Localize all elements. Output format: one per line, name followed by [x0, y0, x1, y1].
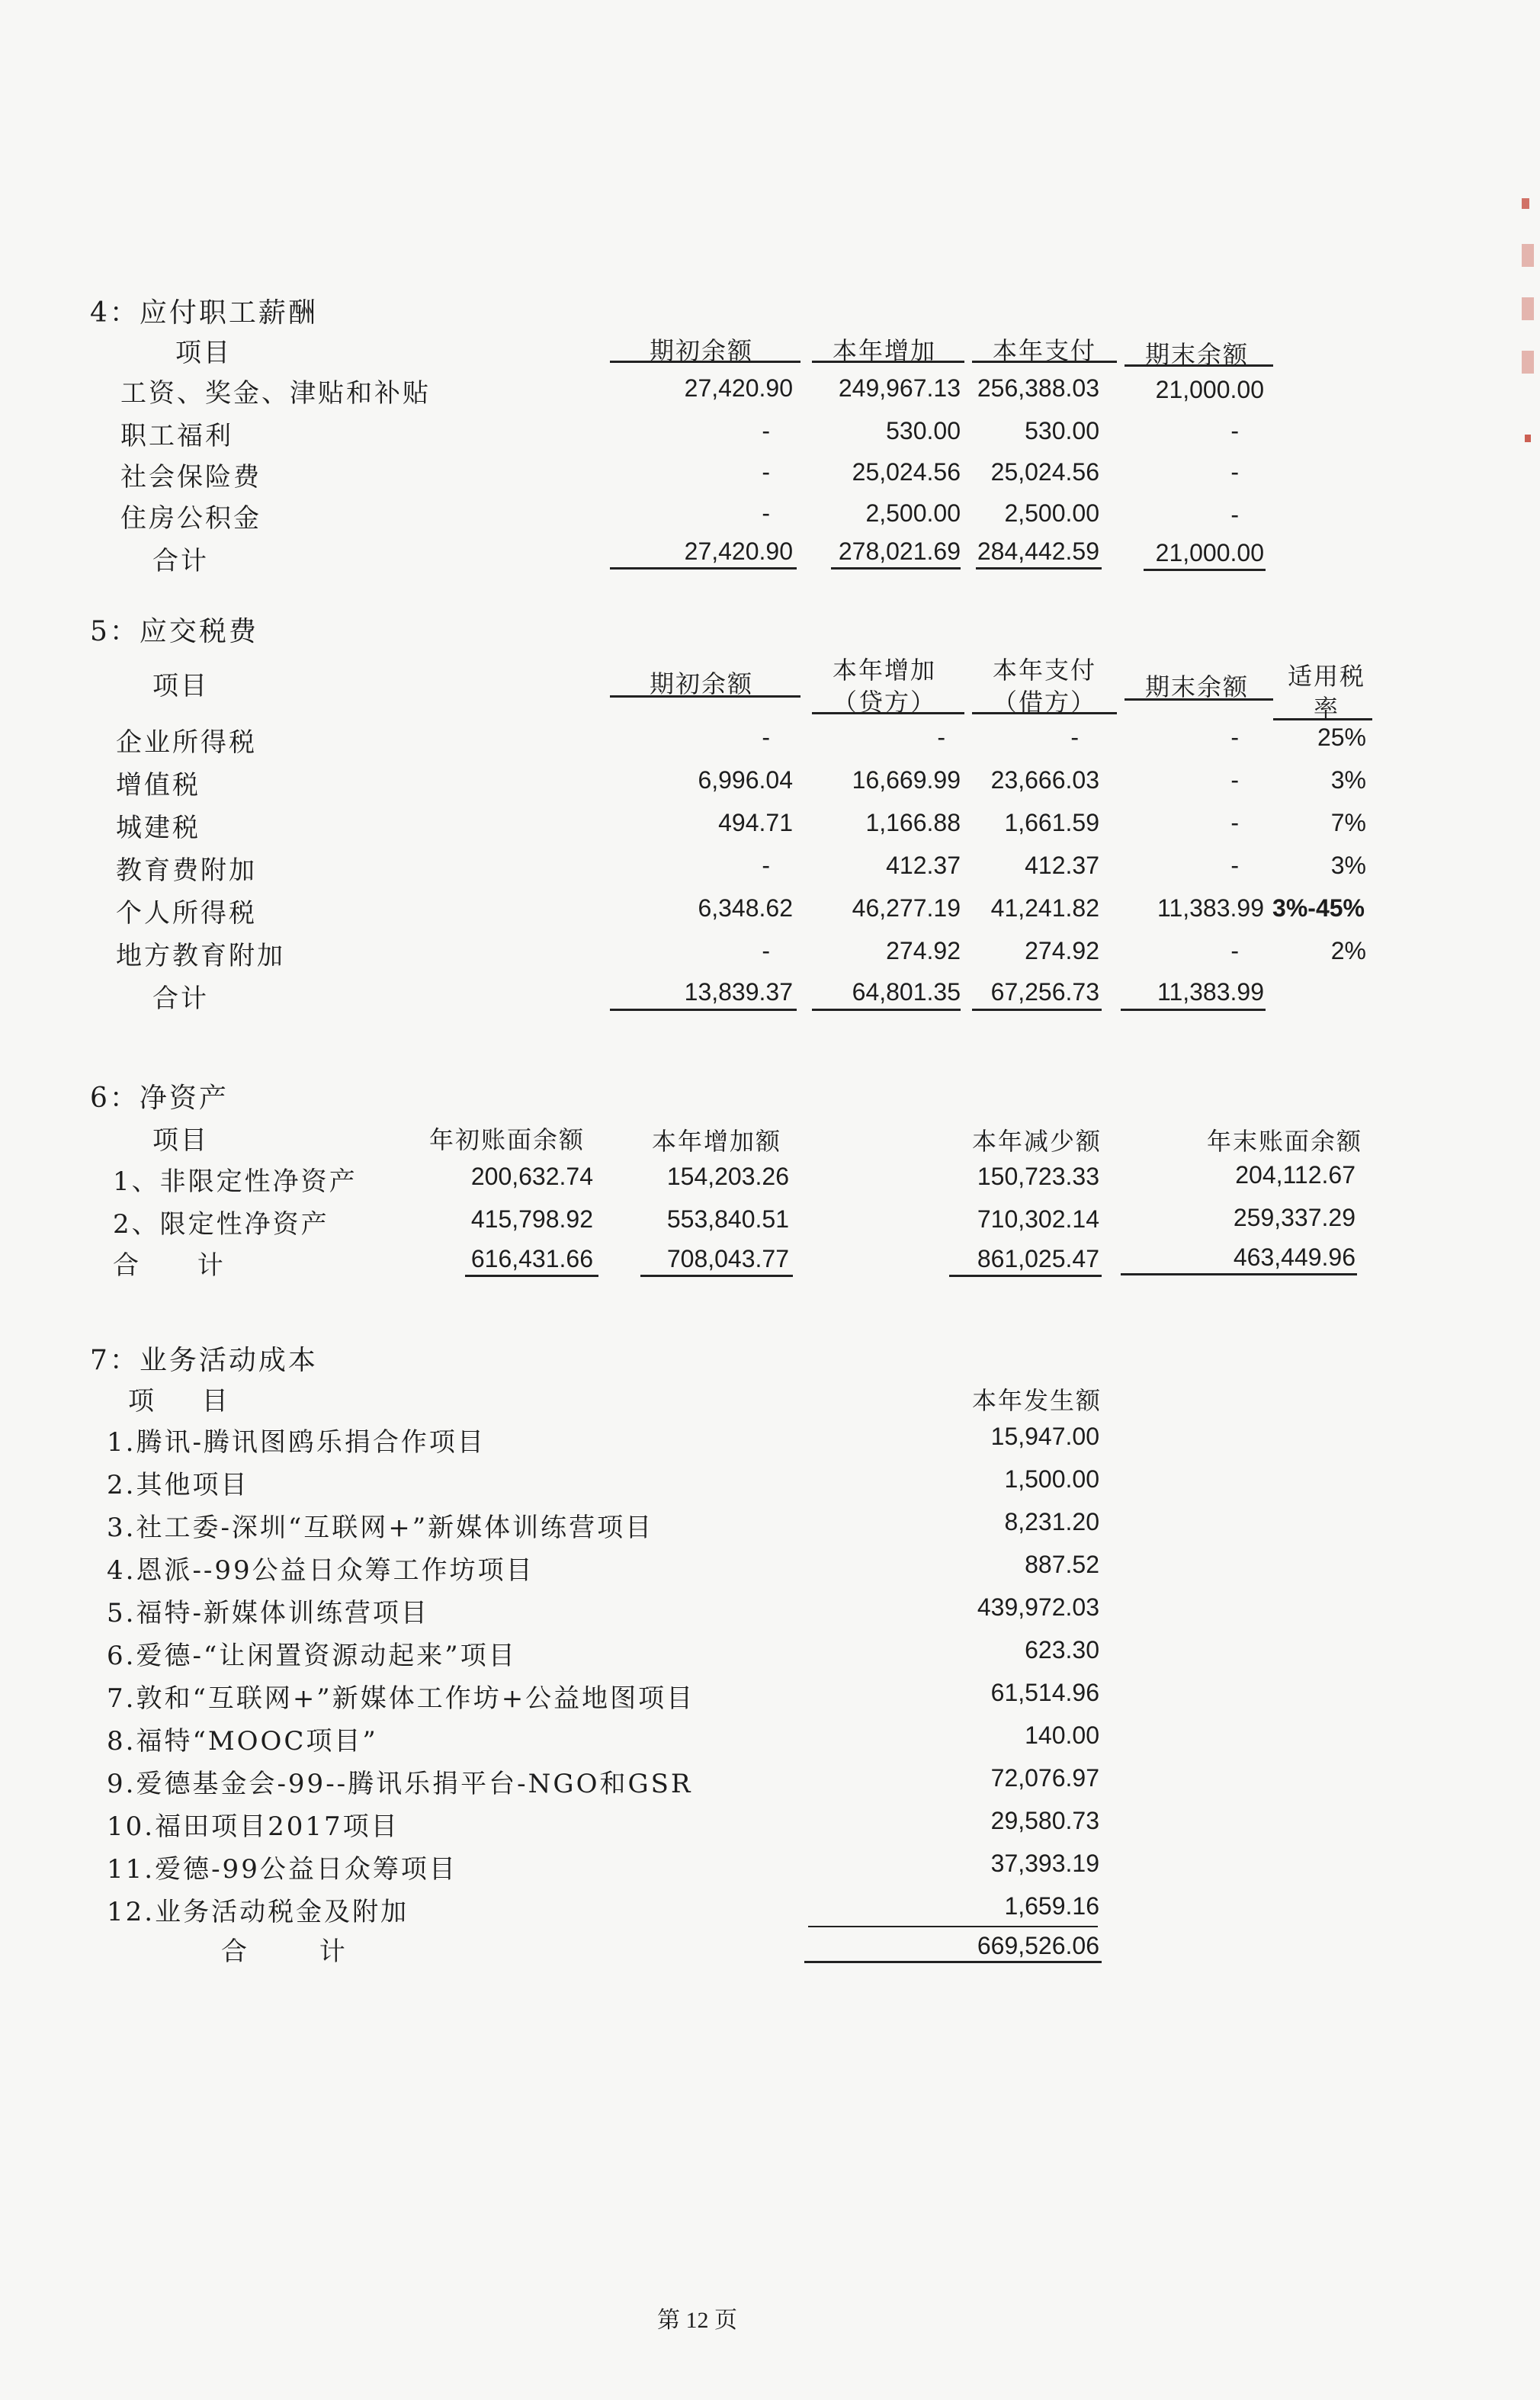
s6-total-add: 708,043.77 [666, 1245, 789, 1272]
s5-row-end: - [1230, 852, 1239, 879]
s4-row-add: 249,967.13 [838, 374, 961, 402]
s5-total-rule [610, 1009, 797, 1011]
s6-col-item: 项目 [152, 1125, 209, 1156]
s4-row-end: 21,000.00 [1155, 376, 1264, 403]
s6-row-add: 154,203.26 [666, 1163, 789, 1190]
s5-total-pay: 67,256.73 [990, 978, 1099, 1006]
s5-row-rate: 3% [1330, 766, 1366, 794]
s5-row-begin: - [762, 937, 770, 964]
s4-row-pay: 25,024.56 [990, 458, 1099, 486]
s4-row-pay: 530.00 [1025, 417, 1099, 444]
s7-row-amount: 1,659.16 [1004, 1892, 1099, 1920]
s6-row-end: 259,337.29 [1233, 1204, 1356, 1231]
s4-header-rule [812, 361, 964, 363]
s4-col-item: 项目 [175, 338, 232, 368]
s5-row-rate: 2% [1330, 937, 1366, 964]
s6-total-rule [465, 1275, 598, 1277]
s7-row-name: 11.爱德-99公益日众筹项目 [107, 1854, 457, 1885]
s5-total-end: 11,383.99 [1157, 978, 1264, 1006]
s5-row-pay: 41,241.82 [990, 894, 1099, 922]
s7-row-name: 9.爱德基金会-99--腾讯乐捐平台-NGO和GSR [107, 1769, 693, 1799]
s7-total-amount: 669,526.06 [977, 1932, 1099, 1959]
s6-total-rule [640, 1275, 793, 1277]
s5-row-rate: 3% [1330, 852, 1366, 879]
s7-row-name: 4.恩派--99公益日众筹工作坊项目 [107, 1555, 534, 1586]
s5-row-pay: 274.92 [1025, 937, 1099, 964]
s5-row-name: 教育费附加 [116, 855, 257, 886]
s5-row-name: 个人所得税 [116, 898, 257, 929]
s7-row-amount: 72,076.97 [990, 1764, 1099, 1792]
s5-row-name: 地方教育附加 [116, 941, 285, 971]
s4-col-begin: 期初余额 [649, 336, 753, 365]
s5-total-add: 64,801.35 [852, 978, 961, 1006]
s6-row-add: 553,840.51 [666, 1205, 789, 1233]
s5-row-begin: 6,996.04 [698, 766, 793, 794]
s5-row-add: 16,669.99 [852, 766, 961, 794]
s4-row-end: - [1230, 501, 1239, 528]
s5-col-pay-1: 本年支付 [992, 656, 1096, 685]
s5-col-end: 期末余额 [1144, 672, 1249, 701]
s7-row-name: 7.敦和“互联网+”新媒体工作坊+公益地图项目 [107, 1683, 695, 1714]
s6-row-dec: 710,302.14 [977, 1205, 1099, 1233]
s5-row-begin: 6,348.62 [698, 894, 793, 922]
s5-col-begin: 期初余额 [649, 669, 753, 698]
seal-mark [1522, 198, 1529, 209]
s5-row-rate: 7% [1330, 809, 1366, 836]
seal-mark [1522, 351, 1534, 374]
s4-total-begin: 27,420.90 [684, 537, 793, 565]
s4-row-add: 25,024.56 [852, 458, 961, 486]
s5-header-rule [1273, 718, 1372, 720]
s5-row-end: 11,383.99 [1157, 894, 1264, 922]
s7-row-amount: 37,393.19 [990, 1850, 1099, 1877]
s7-total-rule [808, 1926, 1098, 1927]
s5-header-rule [1125, 698, 1273, 701]
s5-col-add-2: （贷方） [832, 688, 936, 717]
s4-row-name: 社会保险费 [120, 462, 261, 493]
s5-row-end: - [1230, 766, 1239, 794]
s5-total-begin: 13,839.37 [684, 978, 793, 1006]
s4-total-add: 278,021.69 [838, 537, 961, 565]
s6-total-rule [1121, 1273, 1357, 1275]
s4-total-pay: 284,442.59 [977, 537, 1099, 565]
s5-total-rule [812, 1009, 961, 1011]
seal-mark [1522, 244, 1534, 267]
s4-header-rule [972, 361, 1117, 363]
s4-row-begin: 27,420.90 [684, 374, 793, 402]
s6-col-add: 本年增加额 [651, 1127, 781, 1156]
s4-total-rule [831, 567, 961, 570]
s5-row-name: 企业所得税 [116, 727, 257, 758]
s4-row-end: - [1230, 458, 1239, 486]
s7-row-name: 1.腾讯-腾讯图鸥乐捐合作项目 [107, 1427, 486, 1458]
s5-row-pay: - [1070, 724, 1079, 751]
s6-total-rule [949, 1275, 1102, 1277]
s7-total-label: 合 计 [221, 1936, 362, 1967]
section-5-title: 5：应交税费 [90, 616, 258, 647]
s5-header-rule [812, 712, 964, 714]
s7-row-amount: 8,231.20 [1004, 1508, 1099, 1535]
s7-row-name: 5.福特-新媒体训练营项目 [107, 1598, 429, 1628]
s6-col-dec: 本年减少额 [971, 1127, 1102, 1156]
s7-row-name: 6.爱德-“让闲置资源动起来”项目 [107, 1641, 517, 1671]
s7-row-name: 10.福田项目2017项目 [107, 1811, 399, 1842]
s6-total-dec: 861,025.47 [977, 1245, 1099, 1272]
s5-row-begin: - [762, 852, 770, 879]
s7-row-amount: 29,580.73 [990, 1807, 1099, 1834]
section-6-title: 6：净资产 [90, 1083, 229, 1114]
s7-row-amount: 140.00 [1025, 1721, 1099, 1749]
s5-col-rate-1: 适用税 [1287, 662, 1365, 691]
s7-row-amount: 15,947.00 [990, 1423, 1099, 1450]
s5-row-pay: 23,666.03 [990, 766, 1099, 794]
section-4-title: 4：应付职工薪酬 [90, 297, 318, 329]
s5-row-rate: 3%-45% [1272, 894, 1365, 922]
s7-row-amount: 887.52 [1025, 1551, 1099, 1578]
s5-row-name: 增值税 [116, 770, 201, 801]
s6-col-begin: 年初账面余额 [428, 1125, 585, 1154]
s5-row-begin: - [762, 724, 770, 751]
s4-total-rule [610, 567, 797, 570]
s4-row-begin: - [762, 499, 770, 527]
s6-row-dec: 150,723.33 [977, 1163, 1099, 1190]
s5-total-rule [972, 1009, 1102, 1011]
s7-col-item: 项 目 [128, 1386, 239, 1417]
s7-total-rule [804, 1961, 1102, 1963]
s7-row-name: 8.福特“MOOC项目” [107, 1726, 378, 1757]
s4-row-pay: 256,388.03 [977, 374, 1099, 402]
s4-col-add: 本年增加 [832, 336, 936, 365]
s6-total-label: 合 计 [113, 1250, 237, 1281]
s4-row-name: 住房公积金 [120, 503, 261, 534]
section-7-title: 7：业务活动成本 [90, 1345, 318, 1376]
s5-row-end: - [1230, 937, 1239, 964]
s4-col-pay: 本年支付 [992, 336, 1096, 365]
s5-header-rule [610, 695, 800, 698]
s5-row-pay: 1,661.59 [1004, 809, 1099, 836]
s5-row-add: - [937, 724, 945, 751]
s5-row-begin: 494.71 [718, 809, 793, 836]
s5-row-add: 46,277.19 [852, 894, 961, 922]
s6-col-end: 年末账面余额 [1206, 1127, 1362, 1156]
s4-row-add: 530.00 [886, 417, 961, 444]
seal-mark [1522, 297, 1534, 320]
s5-col-add-1: 本年增加 [832, 656, 936, 685]
s4-total-rule [1144, 569, 1266, 571]
s5-col-item: 项目 [152, 671, 209, 701]
s5-row-add: 1,166.88 [865, 809, 961, 836]
s5-col-pay-2: （借方） [992, 688, 1096, 717]
s5-row-end: - [1230, 809, 1239, 836]
s5-total-label: 合计 [152, 983, 209, 1014]
s4-total-label: 合计 [152, 546, 209, 576]
s5-row-name: 城建税 [116, 813, 201, 843]
s4-row-name: 工资、奖金、津贴和补贴 [120, 378, 431, 409]
s5-header-rule [972, 712, 1117, 714]
s4-total-rule [976, 567, 1102, 570]
s5-total-rule [1121, 1009, 1266, 1011]
s4-header-rule [1125, 364, 1273, 367]
s7-row-amount: 623.30 [1025, 1636, 1099, 1664]
s7-row-name: 12.业务活动税金及附加 [107, 1897, 409, 1927]
s6-row-name: 2、限定性净资产 [113, 1209, 329, 1240]
s7-col-amount: 本年发生额 [971, 1386, 1102, 1415]
s6-total-begin: 616,431.66 [470, 1245, 593, 1272]
s7-row-amount: 1,500.00 [1004, 1465, 1099, 1493]
s6-row-begin: 200,632.74 [470, 1163, 593, 1190]
s7-row-amount: 61,514.96 [990, 1679, 1099, 1706]
s4-row-name: 职工福利 [120, 421, 233, 451]
s6-row-begin: 415,798.92 [470, 1205, 593, 1233]
s4-row-add: 2,500.00 [865, 499, 961, 527]
s6-row-name: 1、非限定性净资产 [113, 1166, 358, 1197]
s4-row-pay: 2,500.00 [1004, 499, 1099, 527]
s5-row-end: - [1230, 724, 1239, 751]
s4-row-end: - [1230, 417, 1239, 444]
s4-col-end: 期末余额 [1144, 340, 1249, 369]
s7-row-amount: 439,972.03 [977, 1593, 1099, 1621]
seal-mark [1525, 435, 1531, 442]
s4-row-begin: - [762, 417, 770, 444]
s6-total-end: 463,449.96 [1233, 1243, 1356, 1271]
s4-total-end: 21,000.00 [1155, 539, 1264, 566]
s5-row-pay: 412.37 [1025, 852, 1099, 879]
s5-row-add: 274.92 [886, 937, 961, 964]
page-number: 第 12 页 [657, 2308, 737, 2333]
s4-header-rule [610, 361, 800, 363]
s7-row-name: 2.其他项目 [107, 1470, 249, 1500]
s6-row-end: 204,112.67 [1235, 1161, 1356, 1189]
s5-row-add: 412.37 [886, 852, 961, 879]
s5-row-rate: 25% [1317, 724, 1366, 751]
s4-row-begin: - [762, 458, 770, 486]
s7-row-name: 3.社工委-深圳“互联网+”新媒体训练营项目 [107, 1513, 654, 1543]
s5-col-rate-2: 率 [1313, 694, 1339, 723]
